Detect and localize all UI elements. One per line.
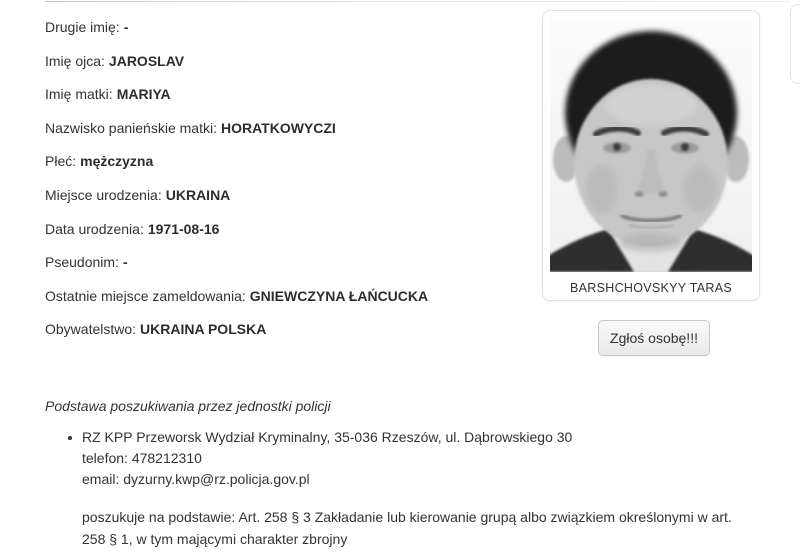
police-unit-item bbox=[82, 427, 782, 550]
field-value: - bbox=[123, 19, 129, 35]
field-nazwisko-panienskie-matki bbox=[45, 112, 428, 146]
unit-phone: telefon: 478212310 bbox=[82, 450, 202, 466]
field-label: Miejsce urodzenia: bbox=[45, 186, 162, 203]
field-label: Obywatelstwo: bbox=[45, 321, 137, 338]
basis-line-1: poszukuje na podstawie: Art. 258 § 3 Zakładanie lub kierowanie grupą albo związkiem określonymi w art. bbox=[82, 509, 732, 525]
field-label: Drugie imię: bbox=[45, 19, 120, 35]
clipped-side-panel bbox=[790, 4, 800, 84]
person-details-list bbox=[45, 11, 428, 347]
top-divider bbox=[45, 1, 790, 2]
unit-address: RZ KPP Przeworsk Wydział Kryminalny, 35-036 Rzeszów, ul. Dąbrowskiego 30 bbox=[82, 429, 573, 445]
field-label: Pseudonim: bbox=[45, 254, 119, 271]
field-value: UKRAINA bbox=[165, 186, 231, 203]
search-basis-paragraph bbox=[82, 507, 782, 550]
field-ostatnie-miejsce-zameldowania bbox=[45, 280, 428, 314]
wanted-person-photo bbox=[550, 17, 752, 272]
field-imie-matki bbox=[45, 78, 428, 112]
field-value: 1971-08-16 bbox=[147, 220, 220, 237]
field-value: HORATKOWYCZI bbox=[220, 119, 336, 136]
field-drugie-imie bbox=[45, 11, 428, 45]
bullet-icon bbox=[68, 436, 72, 440]
field-label: Data urodzenia: bbox=[45, 220, 144, 237]
basis-line-2: 258 § 1, w tym mającymi charakter zbrojny bbox=[82, 530, 348, 547]
field-label: Płeć: bbox=[45, 153, 77, 170]
search-basis-heading: Podstawa poszukiwania przez jednostki policji bbox=[45, 398, 331, 414]
field-plec bbox=[45, 145, 428, 179]
field-label: Nazwisko panieńskie matki: bbox=[45, 119, 217, 136]
field-label: Ostatnie miejsce zameldowania: bbox=[45, 287, 246, 304]
report-person-button[interactable]: Zgłoś osobę!!! bbox=[598, 320, 710, 356]
field-value: MARIYA bbox=[116, 86, 171, 103]
field-pseudonim bbox=[45, 246, 428, 280]
field-label: Imię matki: bbox=[45, 86, 113, 103]
field-data-urodzenia bbox=[45, 213, 428, 247]
field-miejsce-urodzenia bbox=[45, 179, 428, 213]
photo-card bbox=[542, 10, 760, 301]
unit-email: email: dyzurny.kwp@rz.policja.gov.pl bbox=[82, 471, 310, 487]
mugshot-illustration bbox=[550, 17, 752, 272]
field-imie-ojca bbox=[45, 45, 428, 79]
field-value: - bbox=[122, 254, 128, 271]
field-obywatelstwo bbox=[45, 313, 428, 347]
field-value: GNIEWCZYNA ŁAŃCUCKA bbox=[249, 287, 429, 304]
field-label: Imię ojca: bbox=[45, 52, 105, 69]
field-value: JAROSLAV bbox=[108, 52, 185, 69]
field-value: UKRAINA POLSKA bbox=[140, 321, 267, 338]
field-value: mężczyzna bbox=[80, 153, 154, 170]
photo-caption: BARSHCHOVSKYY TARAS bbox=[570, 281, 732, 295]
